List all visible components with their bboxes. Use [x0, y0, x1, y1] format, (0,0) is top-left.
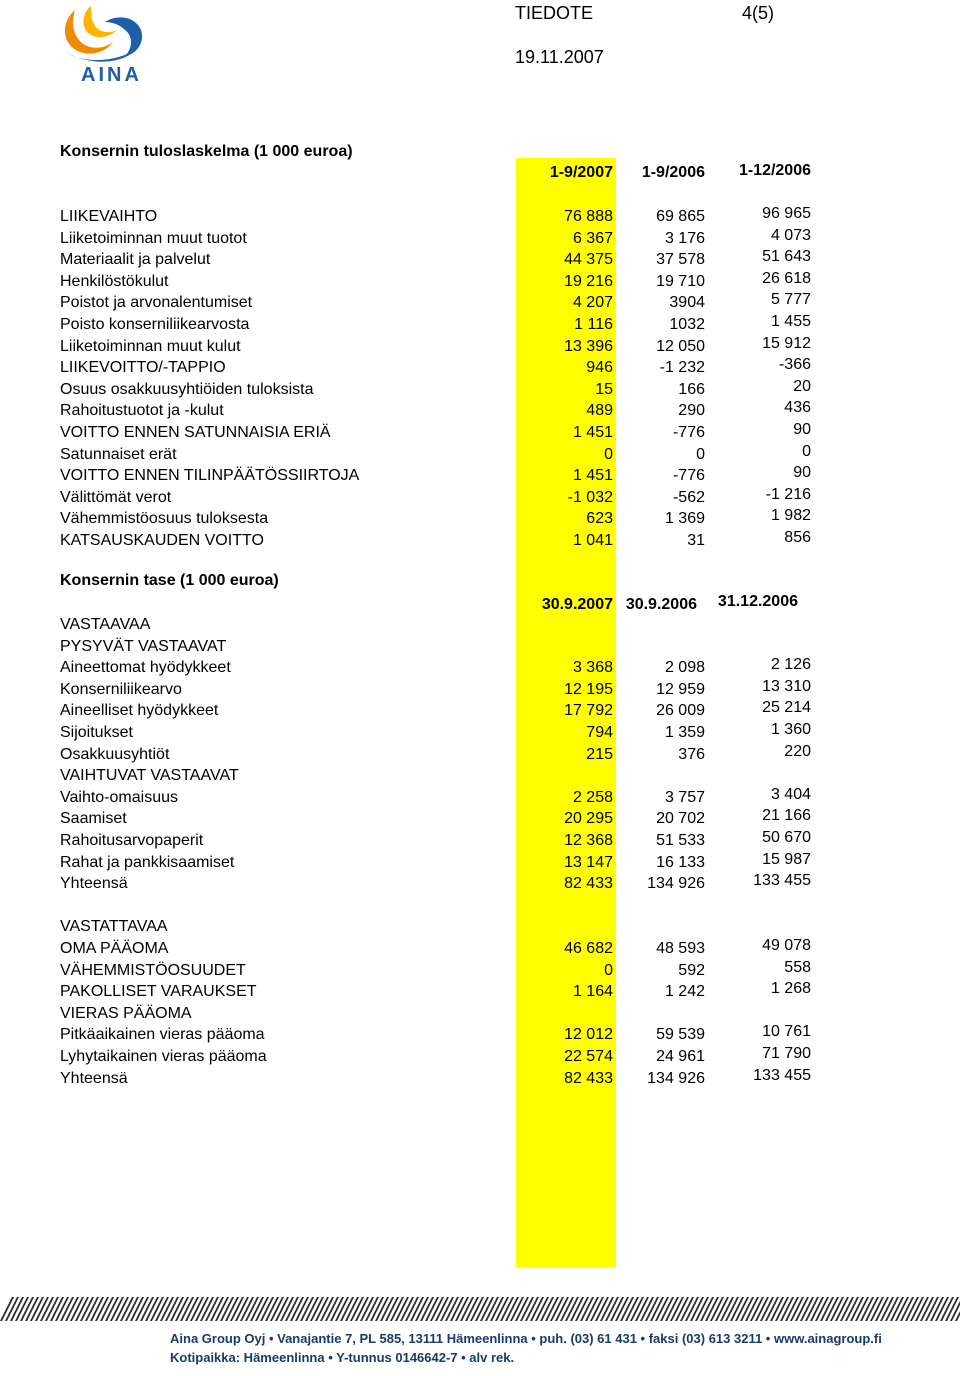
income-value-col-3: 4 073 — [770, 226, 811, 244]
income-value-col-2: 3 176 — [664, 229, 705, 247]
balance-row — [60, 981, 820, 1002]
balance-row — [60, 1046, 820, 1067]
income-row — [60, 400, 820, 421]
income-value-col-2: 1032 — [669, 316, 705, 333]
balance-title: Konsernin tase (1 000 euroa) — [60, 572, 279, 589]
balance-value-col-1: 22 574 — [564, 1048, 613, 1065]
income-row — [60, 228, 820, 249]
income-row — [60, 249, 820, 270]
income-value-col-1: 1 041 — [572, 532, 613, 549]
income-row — [60, 465, 820, 486]
balance-row — [60, 1024, 820, 1045]
income-value-col-3: 436 — [784, 399, 811, 417]
income-value-col-2: 3904 — [669, 294, 705, 312]
balance-value-col-1: 12 012 — [564, 1026, 613, 1044]
income-value-col-2: 12 050 — [656, 337, 705, 355]
doc-type: TIEDOTE — [515, 3, 594, 23]
income-value-col-2: 69 865 — [656, 208, 705, 225]
income-row — [60, 206, 820, 227]
balance-value-col-1: 1 164 — [572, 983, 613, 1001]
balance-row — [60, 916, 820, 937]
income-title: Konsernin tuloslaskelma (1 000 euroa) — [60, 143, 353, 160]
income-value-col-1: 15 — [595, 380, 613, 398]
income-value-col-1: 13 396 — [564, 337, 613, 355]
income-row-label: Välittömät verot — [60, 488, 172, 506]
income-row-label: LIIKEVAIHTO — [60, 208, 158, 225]
balance-value-col-1: 794 — [586, 724, 613, 741]
balance-row — [60, 614, 820, 635]
income-row-label: Rahoitustuotot ja -kulut — [60, 402, 224, 420]
income-value-col-3: 1 455 — [770, 313, 811, 330]
balance-row-label: Yhteensä — [60, 875, 128, 893]
balance-value-col-1: 2 258 — [572, 788, 613, 806]
income-col-1: 1-9/2007 — [549, 164, 613, 181]
income-row-label: Vähemmistöosuus tuloksesta — [60, 510, 269, 528]
balance-row-label: Rahoitusarvopaperit — [60, 832, 204, 849]
balance-value-col-2: 3 757 — [664, 788, 705, 806]
income-row-label: Poistot ja arvonalentumiset — [60, 294, 253, 312]
income-value-col-1: 44 375 — [564, 251, 613, 269]
income-value-col-1: 946 — [586, 359, 613, 377]
income-row-label: Henkilöstökulut — [60, 272, 169, 290]
balance-value-col-3: 3 404 — [770, 785, 811, 803]
balance-value-col-1: 82 433 — [564, 1069, 613, 1087]
balance-row-label: VASTAAVAA — [60, 616, 151, 633]
income-row-label: KATSAUSKAUDEN VOITTO — [60, 532, 264, 549]
aina-logo-text: AINA — [81, 64, 142, 86]
income-row — [60, 292, 820, 313]
income-value-col-1: 76 888 — [564, 208, 613, 225]
income-row — [60, 271, 820, 292]
balance-value-col-2: 20 702 — [656, 810, 705, 828]
income-value-col-3: 5 777 — [770, 291, 811, 309]
balance-value-col-1: 13 147 — [564, 853, 613, 871]
income-row-label: Materiaalit ja palvelut — [60, 251, 211, 269]
income-row — [60, 336, 820, 357]
balance-row — [60, 938, 820, 959]
income-col-2: 1-9/2006 — [641, 164, 705, 181]
income-value-col-2: -776 — [672, 467, 705, 485]
balance-value-col-3: 133 455 — [753, 1066, 811, 1084]
balance-value-col-2: 16 133 — [656, 853, 705, 871]
balance-row-label: OMA PÄÄOMA — [60, 940, 169, 957]
income-value-col-3: 26 618 — [762, 269, 811, 287]
balance-value-col-3: 13 310 — [762, 677, 811, 695]
balance-row — [60, 830, 820, 851]
balance-value-col-2: 2 098 — [664, 659, 705, 677]
balance-row — [60, 722, 820, 743]
balance-value-col-3: 50 670 — [762, 829, 811, 846]
balance-value-col-3: 71 790 — [762, 1045, 811, 1062]
income-value-col-3: 1 982 — [770, 507, 811, 525]
balance-row — [60, 744, 820, 765]
income-row-label: Liiketoiminnan muut kulut — [60, 337, 241, 355]
balance-value-col-1: 0 — [604, 961, 613, 979]
balance-row-label: Saamiset — [60, 810, 127, 828]
balance-value-col-3: 25 214 — [762, 699, 811, 717]
balance-value-col-2: 1 242 — [664, 983, 705, 1001]
balance-value-col-3: 1 360 — [770, 721, 811, 738]
income-value-col-2: 37 578 — [656, 251, 705, 269]
income-value-col-1: 489 — [586, 402, 613, 420]
income-value-col-3: 0 — [802, 442, 811, 460]
income-value-col-1: 6 367 — [572, 229, 613, 247]
income-value-col-2: -562 — [672, 488, 705, 506]
income-value-col-3: 51 643 — [762, 248, 811, 266]
balance-row — [60, 1003, 820, 1024]
balance-value-col-1: 17 792 — [564, 702, 613, 720]
income-row — [60, 422, 820, 443]
income-value-col-2: 290 — [678, 402, 705, 420]
income-row-label: VOITTO ENNEN TILINPÄÄTÖSSIIRTOJA — [60, 467, 360, 485]
balance-value-col-3: 15 987 — [762, 850, 811, 868]
income-value-col-3: 96 965 — [762, 205, 811, 222]
income-value-col-2: 19 710 — [656, 272, 705, 290]
income-value-col-2: -776 — [672, 424, 705, 441]
income-row — [60, 508, 820, 529]
balance-value-col-1: 82 433 — [564, 875, 613, 893]
balance-row — [60, 852, 820, 873]
balance-value-col-2: 134 926 — [647, 875, 705, 893]
balance-value-col-1: 3 368 — [572, 659, 613, 677]
income-value-col-2: 166 — [678, 380, 705, 398]
income-value-col-1: 4 207 — [572, 294, 613, 312]
income-col-3: 1-12/2006 — [738, 162, 811, 179]
income-value-col-3: 15 912 — [762, 334, 811, 352]
income-row — [60, 379, 820, 400]
doc-date: 19.11.2007 — [515, 47, 604, 67]
balance-value-col-3: 2 126 — [770, 656, 811, 674]
income-value-col-1: 623 — [586, 510, 613, 528]
balance-row — [60, 636, 820, 657]
income-row-label: Satunnaiset erät — [60, 445, 177, 463]
balance-row-label: Lyhytaikainen vieras pääoma — [60, 1048, 267, 1065]
page-number: 4(5) — [742, 3, 775, 23]
balance-value-col-3: 1 268 — [770, 980, 811, 998]
balance-value-col-2: 51 533 — [656, 832, 705, 849]
balance-value-col-3: 21 166 — [762, 807, 811, 825]
balance-row-label: Yhteensä — [60, 1069, 128, 1087]
income-value-col-2: 1 369 — [664, 510, 705, 528]
balance-value-col-2: 26 009 — [656, 702, 705, 720]
balance-row-label: VASTATTAVAA — [60, 918, 168, 936]
balance-row-label: Sijoitukset — [60, 724, 133, 741]
income-row — [60, 487, 820, 508]
income-value-col-1: 1 116 — [574, 316, 613, 333]
balance-row — [60, 679, 820, 700]
balance-row-label: VAIHTUVAT VASTAAVAT — [60, 767, 239, 785]
balance-row-label: Osakkuusyhtiöt — [60, 745, 170, 763]
balance-value-col-2: 48 593 — [656, 940, 705, 957]
income-value-col-3: 856 — [784, 529, 811, 546]
balance-row-label: Pitkäaikainen vieras pääoma — [60, 1026, 265, 1044]
income-row — [60, 530, 820, 551]
balance-value-col-3: 558 — [784, 958, 811, 976]
footer-stripe — [0, 1297, 960, 1321]
income-value-col-2: -1 232 — [659, 359, 705, 377]
balance-row-label: Vaihto-omaisuus — [60, 788, 178, 806]
income-row-label: Osuus osakkuusyhtiöiden tuloksista — [60, 380, 314, 398]
footer-registration: Kotipaikka: Hämeenlinna • Y-tunnus 0146642-7 • alv rek. — [170, 1350, 515, 1365]
income-value-col-3: -366 — [778, 356, 811, 374]
income-value-col-1: -1 032 — [567, 488, 613, 506]
income-value-col-3: -1 216 — [765, 485, 811, 503]
income-row — [60, 314, 820, 335]
balance-row — [60, 960, 820, 981]
balance-col-1: 30.9.2007 — [541, 596, 613, 613]
balance-value-col-2: 24 961 — [656, 1048, 705, 1065]
balance-row — [60, 765, 820, 786]
balance-value-col-2: 1 359 — [664, 724, 705, 741]
income-value-col-2: 31 — [687, 532, 705, 549]
balance-row — [60, 1068, 820, 1089]
income-row — [60, 444, 820, 465]
balance-row — [60, 657, 820, 678]
balance-value-col-1: 215 — [586, 745, 613, 763]
income-row — [60, 357, 820, 378]
income-value-col-3: 20 — [793, 377, 811, 395]
balance-value-col-3: 220 — [784, 742, 811, 760]
income-value-col-3: 90 — [793, 464, 811, 482]
income-row-label: Poisto konserniliikearvosta — [60, 316, 250, 333]
balance-value-col-3: 10 761 — [762, 1023, 811, 1041]
balance-row — [60, 895, 820, 916]
balance-value-col-3: 133 455 — [753, 872, 811, 890]
balance-value-col-2: 134 926 — [647, 1069, 705, 1087]
balance-value-col-2: 376 — [678, 745, 705, 763]
income-row-label: Liiketoiminnan muut tuotot — [60, 229, 247, 247]
balance-value-col-2: 59 539 — [656, 1026, 705, 1044]
income-value-col-1: 1 451 — [572, 424, 613, 441]
balance-value-col-3: 49 078 — [762, 937, 811, 954]
income-value-col-1: 0 — [604, 445, 613, 463]
balance-row — [60, 787, 820, 808]
balance-row-label: Aineelliset hyödykkeet — [60, 702, 219, 720]
balance-row-label: PAKOLLISET VARAUKSET — [60, 983, 257, 1001]
balance-value-col-1: 20 295 — [564, 810, 613, 828]
balance-row-label: PYSYVÄT VASTAAVAT — [60, 637, 227, 655]
balance-row-label: Aineettomat hyödykkeet — [60, 659, 231, 677]
income-row-label: VOITTO ENNEN SATUNNAISIA ERIÄ — [60, 424, 331, 441]
balance-col-2: 30.9.2006 — [625, 596, 697, 613]
balance-row — [60, 808, 820, 829]
balance-value-col-2: 12 959 — [656, 680, 705, 698]
income-value-col-1: 1 451 — [572, 467, 613, 485]
income-value-col-2: 0 — [696, 445, 705, 463]
income-value-col-3: 90 — [793, 421, 811, 438]
balance-row-label: Rahat ja pankkisaamiset — [60, 853, 235, 871]
balance-value-col-1: 46 682 — [564, 940, 613, 957]
balance-value-col-1: 12 195 — [564, 680, 613, 698]
income-value-col-1: 19 216 — [564, 272, 613, 290]
aina-logo — [55, 2, 150, 88]
balance-row-label: VIERAS PÄÄOMA — [60, 1004, 192, 1022]
balance-row-label: VÄHEMMISTÖOSUUDET — [60, 961, 246, 979]
balance-value-col-1: 12 368 — [564, 832, 613, 849]
income-row-label: LIIKEVOITTO/-TAPPIO — [60, 359, 226, 377]
balance-col-3: 31.12.2006 — [717, 593, 798, 610]
balance-row — [60, 873, 820, 894]
balance-row-label: Konserniliikearvo — [60, 680, 182, 698]
balance-value-col-2: 592 — [678, 961, 705, 979]
footer-address: Aina Group Oyj • Vanajantie 7, PL 585, 13111 Hämeenlinna • puh. (03) 61 431 • faksi (03) 613 3211 • www.ainagroup.fi — [170, 1331, 882, 1346]
balance-row — [60, 700, 820, 721]
